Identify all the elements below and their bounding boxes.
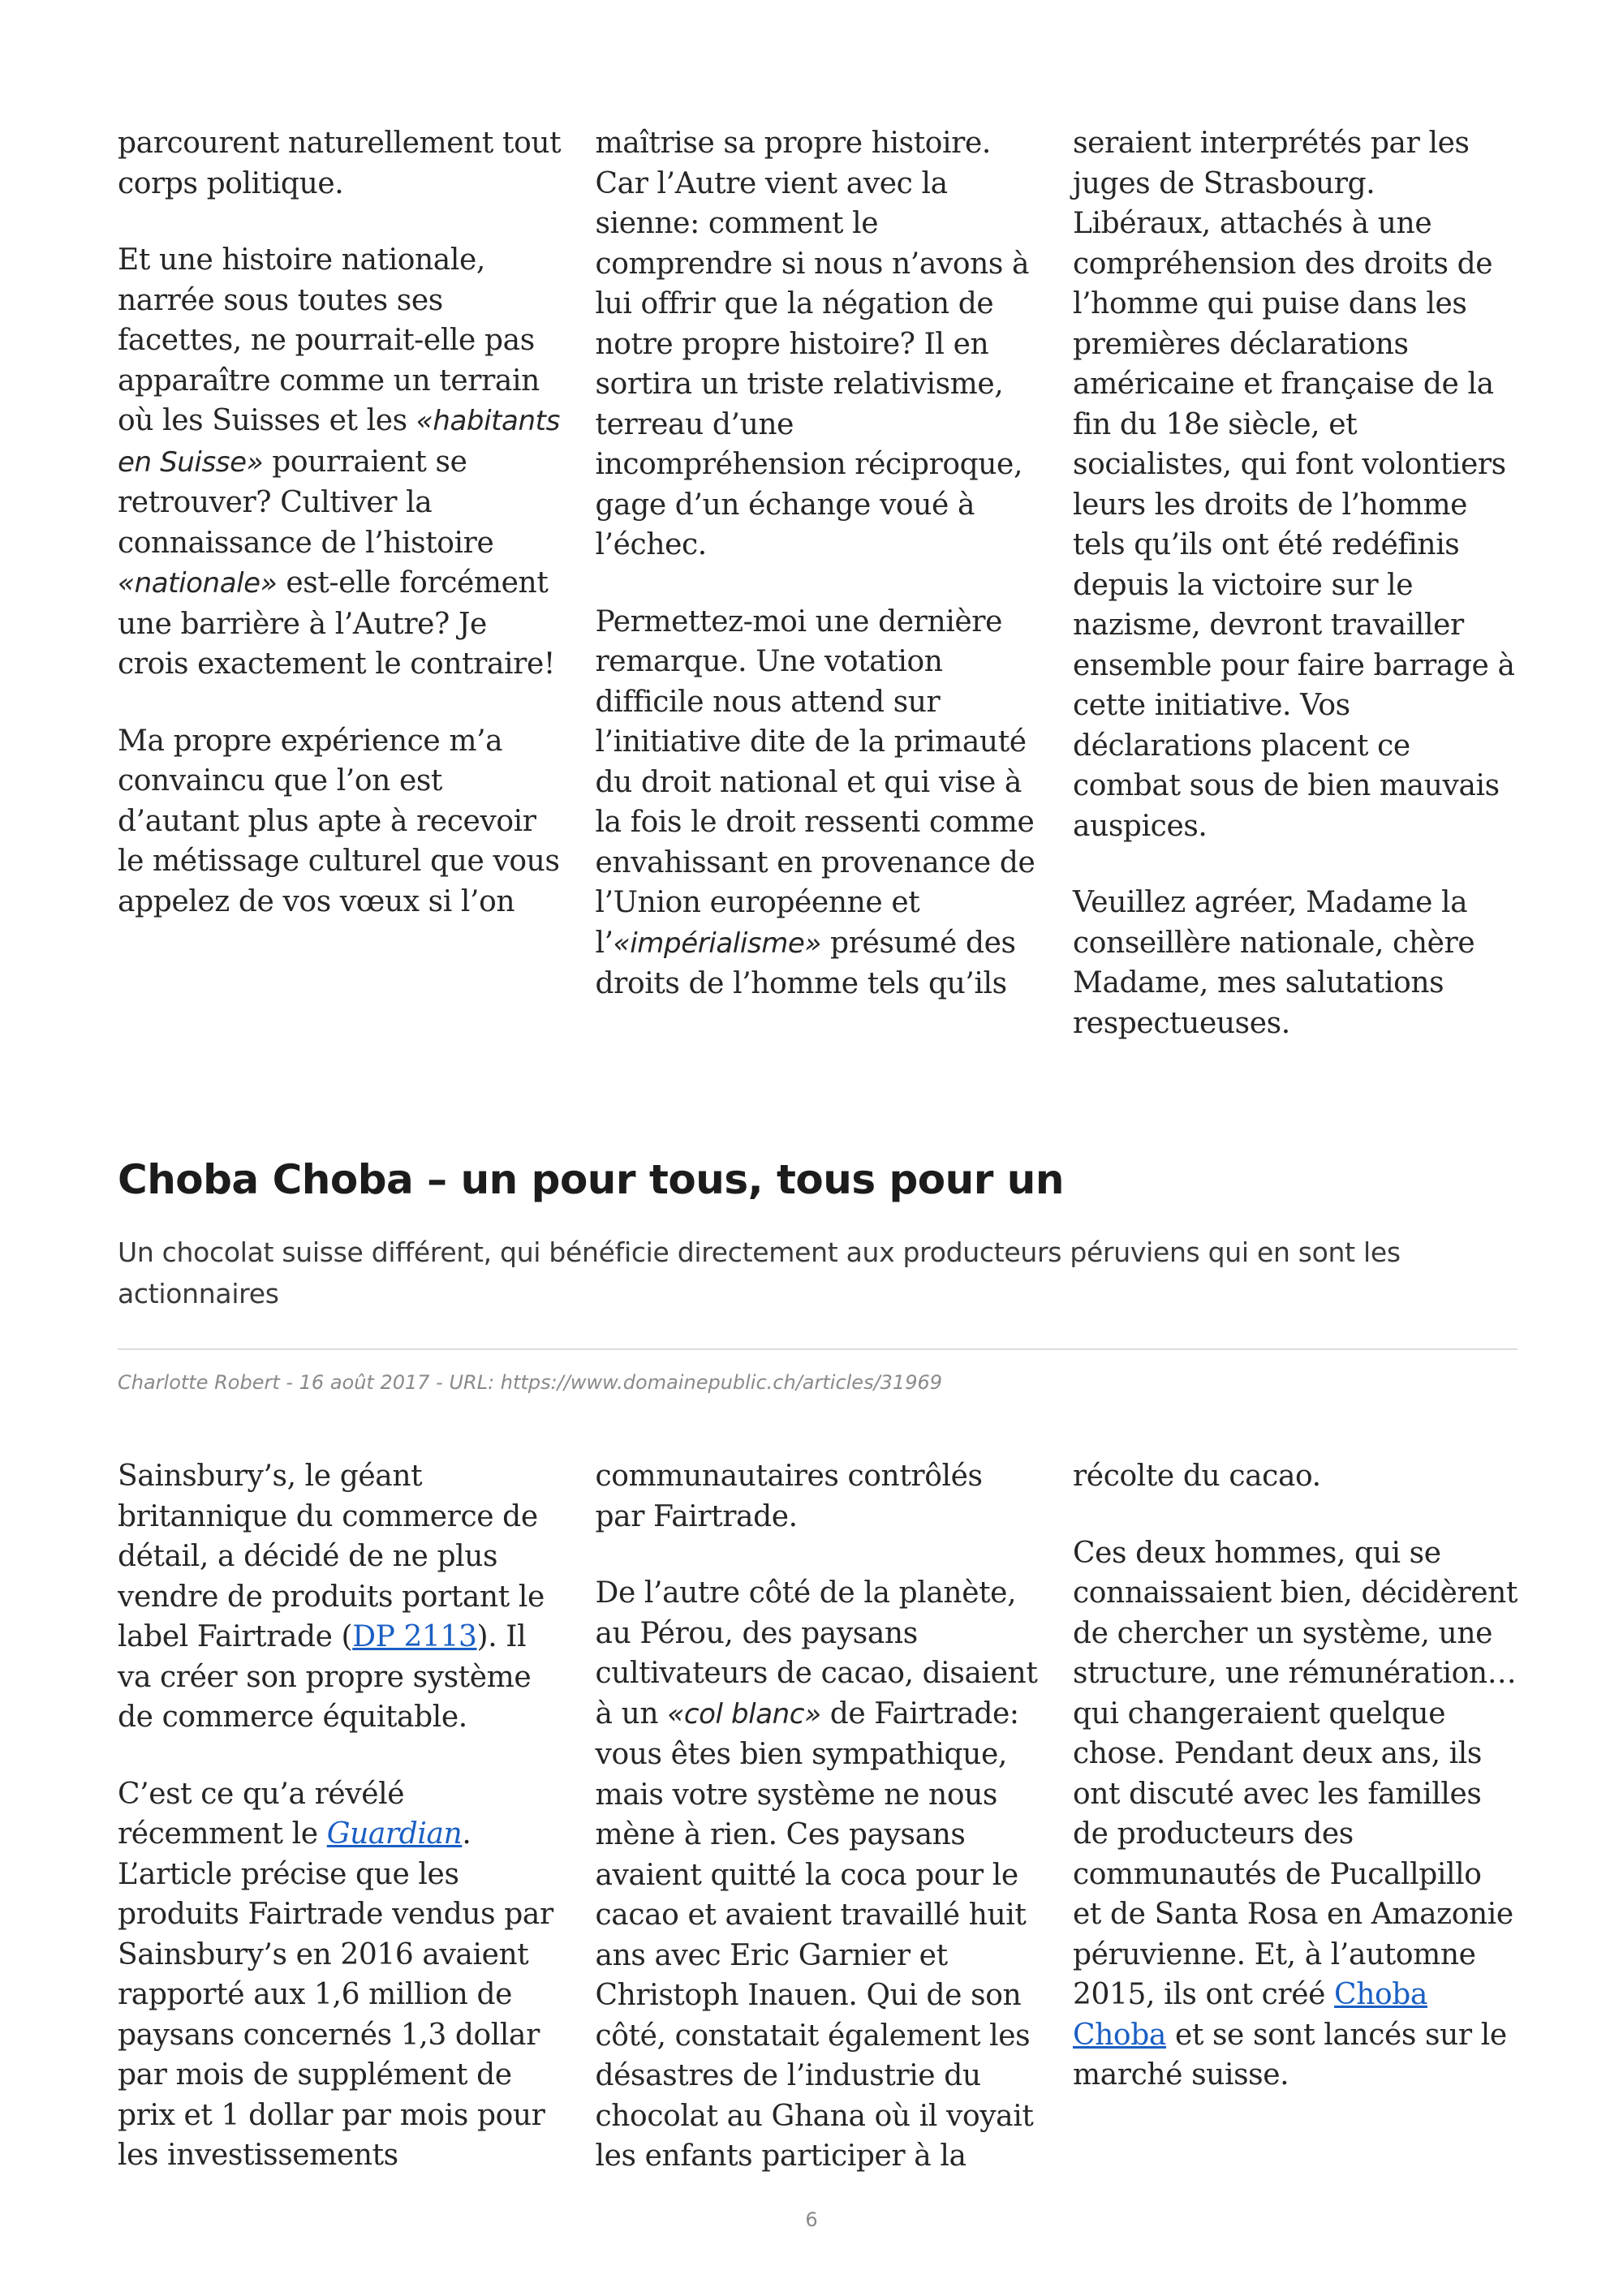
paragraph: De l’autre côté de la planète, au Pérou, des paysans cultivateurs de cacao, disaient à un «col blanc» de Fairtrade: vous êtes bien sympathique, mais votre système ne nous mène à rien. Ces paysans avaient quitté la coca pour le cacao et avaient travaillé huit ans avec Eric Garnier et Christoph Inauen. Qui de son côté, constatait également les désastres de l’industrie du chocolat au Ghana où il voyait les enfants participer à la xyxy=(595,1576,1038,2173)
previous-article-columns xyxy=(118,123,1518,1043)
italic-quote: «nationale» xyxy=(118,567,278,600)
article-title: Choba Choba – un pour tous, tous pour un xyxy=(118,1156,1064,1203)
paragraph: Ces deux hommes, qui se connaissaient bien, décidèrent de chercher un système, une structure, une rémunération… qui changeraient quelque chose. Pendant deux ans, ils ont discuté avec les familles de producteurs des communautés de Pucallpillo et de Santa Rosa en Amazonie péruvienne. Et, à l’automne 2015, ils ont créé Choba Choba et se sont lancés sur le marché suisse. xyxy=(1073,1536,1518,2092)
text-column-3 xyxy=(1073,123,1518,1043)
article-byline: Charlotte Robert - 16 août 2017 - URL: https://www.domainepublic.ch/articles/31969 xyxy=(118,1371,943,1394)
paragraph: C’est ce qu’a révélé récemment le Guardian. L’article précise que les produits Fairtrade vendus par Sainsbury’s en 2016 avaient rapporté aux 1,6 million de paysans concernés 1,3 dollar par mois de supplément de prix et 1 dollar par mois pour les investissements xyxy=(118,1777,553,2172)
italic-quote: «col blanc» xyxy=(667,1697,821,1731)
text-column-2 xyxy=(596,1456,1040,2177)
text-column-3 xyxy=(1073,1456,1518,2177)
paragraph: Et une histoire nationale, narrée sous toutes ses facettes, ne pourrait-elle pas apparaître comme un terrain où les Suisses et les «habitants en Suisse» pourraient se retrouver? Cultiver la connaissance de l’histoire «nationale» est-elle forcément une barrière à l’Autre? Je crois exactement le contraire! xyxy=(118,243,560,681)
paragraph: seraient interprétés par les juges de Strasbourg. Libéraux, attachés à une compréhension des droits de l’homme qui puise dans les premières déclarations américaine et française de la fin du 18e siècle, et socialistes, qui font volontiers leurs les droits de l’homme tels qu’ils ont été redéfinis depuis la victoire sur le nazisme, devront travailler ensemble pour faire barrage à cette initiative. Vos déclarations placent ce combat sous de bien mauvais auspices. xyxy=(1073,127,1515,843)
divider xyxy=(118,1348,1518,1350)
paragraph: Sainsbury’s, le géant britannique du commerce de détail, a décidé de ne plus vendre de produits portant le label Fairtrade (DP 2113). Il va créer son propre système de commerce équitable. xyxy=(118,1460,545,1734)
article-columns xyxy=(118,1456,1518,2177)
guardian-link[interactable]: Guardian xyxy=(326,1817,463,1851)
italic-quote: «impérialisme» xyxy=(613,927,822,960)
paragraph: Veuillez agréer, Madame la conseillère nationale, chère Madame, mes salutations respectueuses. xyxy=(1073,886,1475,1040)
text-column-1 xyxy=(118,1456,562,2177)
dp-2113-link[interactable]: DP 2113 xyxy=(352,1620,477,1653)
paragraph: maîtrise sa propre histoire. Car l’Autre vient avec la sienne: comment le comprendre si nous n’avons à lui offrir que la négation de notre propre histoire? Il en sortira un triste relativisme, terreau d’une incompréhension réciproque, gage d’un échange voué à l’échec. xyxy=(595,127,1030,561)
paragraph: parcourent naturellement tout corps politique. xyxy=(118,127,562,200)
paragraph: Ma propre expérience m’a convaincu que l’on est d’autant plus apte à recevoir le métissage culturel que vous appelez de vos vœux si l’on xyxy=(118,724,560,918)
paragraph: communautaires contrôlés par Fairtrade. xyxy=(595,1460,983,1533)
italic-quote: «habitants en Suisse» xyxy=(118,405,560,479)
paragraph: récolte du cacao. xyxy=(1073,1460,1321,1493)
text-column-2 xyxy=(596,123,1040,1043)
article-subtitle: Un chocolat suisse différent, qui bénéficie directement aux producteurs péruviens qui en sont les actionnaires xyxy=(118,1236,1401,1309)
page-number: 6 xyxy=(805,2208,818,2231)
paragraph: Permettez-moi une dernière remarque. Une votation difficile nous attend sur l’initiative dite de la primauté du droit national et qui vise à la fois le droit ressenti comme envahissant en provenance de l’Union européenne et l’«impérialisme» présumé des droits de l’homme tels qu’ils xyxy=(595,604,1035,1000)
text-column-1 xyxy=(118,123,562,1043)
choba-choba-link[interactable]: Choba Choba xyxy=(1073,1978,1427,2052)
